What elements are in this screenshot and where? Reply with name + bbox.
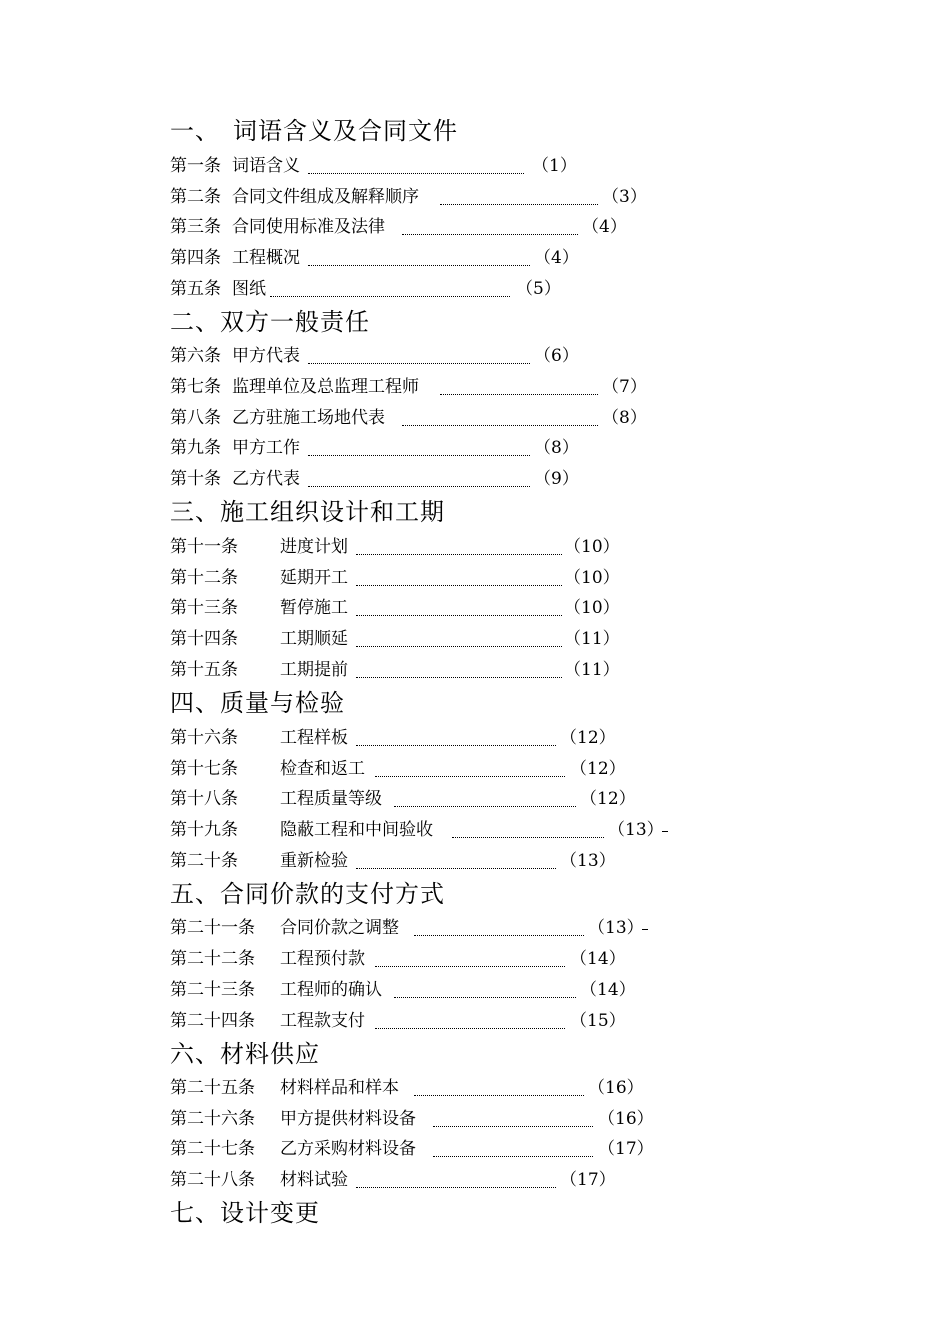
dotted-leader [356, 1169, 556, 1188]
article-title: 工程概况 [232, 248, 300, 268]
dotted-leader [433, 1138, 593, 1157]
section-heading: 六、材料供应 [170, 1040, 320, 1068]
page-number: （9） [534, 469, 579, 489]
article-number: 第二十七条 [170, 1139, 255, 1159]
article-title: 材料样品和样本 [280, 1078, 399, 1098]
article-number: 第十九条 [170, 820, 238, 840]
page-number: （3） [602, 187, 647, 207]
article-title: 乙方代表 [232, 469, 300, 489]
article-number: 第二十六条 [170, 1109, 255, 1129]
dotted-leader [356, 628, 562, 647]
page-number: （12） [560, 728, 616, 748]
page-number: （16） [598, 1109, 654, 1129]
dotted-leader [308, 468, 530, 487]
dotted-leader [356, 659, 562, 678]
article-title: 工程款支付 [280, 1011, 365, 1031]
article-title: 图纸 [232, 279, 266, 299]
article-number: 第十四条 [170, 629, 238, 649]
article-number: 第八条 [170, 408, 221, 428]
dotted-leader [433, 1108, 593, 1127]
article-title: 进度计划 [280, 537, 348, 557]
article-title: 合同文件组成及解释顺序 [232, 187, 419, 207]
article-title: 甲方代表 [232, 346, 300, 366]
article-number: 第六条 [170, 346, 221, 366]
dotted-leader [270, 278, 510, 297]
dotted-leader [308, 155, 524, 174]
page-number: （12） [570, 759, 626, 779]
article-title: 工程预付款 [280, 949, 365, 969]
dotted-leader [375, 948, 565, 967]
page-number: （13） [588, 918, 644, 938]
page-number: （8） [602, 408, 647, 428]
dotted-leader [356, 567, 562, 586]
section-heading: 三、施工组织设计和工期 [170, 498, 445, 526]
trailing-underline [662, 831, 668, 832]
article-title: 暂停施工 [280, 598, 348, 618]
article-number: 第二十二条 [170, 949, 255, 969]
page-number: （4） [534, 248, 579, 268]
article-title: 延期开工 [280, 568, 348, 588]
article-number: 第二十一条 [170, 918, 255, 938]
page-number: （11） [564, 629, 620, 649]
article-number: 第十八条 [170, 789, 238, 809]
section-heading: 四、质量与检验 [170, 689, 345, 717]
dotted-leader [356, 597, 562, 616]
dotted-leader [440, 376, 598, 395]
article-number: 第十三条 [170, 598, 238, 618]
article-number: 第十二条 [170, 568, 238, 588]
dotted-leader [356, 850, 556, 869]
article-title: 乙方采购材料设备 [280, 1139, 416, 1159]
page-number: （5） [516, 279, 561, 299]
article-number: 第十七条 [170, 759, 238, 779]
article-title: 工程师的确认 [280, 980, 382, 1000]
dotted-leader [440, 186, 598, 205]
article-number: 第四条 [170, 248, 221, 268]
dotted-leader [402, 407, 598, 426]
page-number: （1） [532, 156, 577, 176]
dotted-leader [414, 917, 584, 936]
page-number: （17） [598, 1139, 654, 1159]
page-number: （6） [534, 346, 579, 366]
article-number: 第九条 [170, 438, 221, 458]
dotted-leader [394, 979, 576, 998]
page-number: （7） [602, 377, 647, 397]
page-number: （17） [560, 1170, 616, 1190]
dotted-leader [452, 819, 604, 838]
page-number: （11） [564, 660, 620, 680]
dotted-leader [308, 247, 530, 266]
dotted-leader [414, 1077, 584, 1096]
article-number: 第二十三条 [170, 980, 255, 1000]
page-number: （16） [588, 1078, 644, 1098]
dotted-leader [308, 345, 530, 364]
article-title: 材料试验 [280, 1170, 348, 1190]
dotted-leader [394, 788, 576, 807]
section-heading: 五、合同价款的支付方式 [170, 880, 445, 908]
page-number: （4） [582, 217, 627, 237]
article-number: 第十一条 [170, 537, 238, 557]
article-title: 合同价款之调整 [280, 918, 399, 938]
article-title: 甲方提供材料设备 [280, 1109, 416, 1129]
section-heading: 一、 词语含义及合同文件 [170, 117, 458, 145]
dotted-leader [356, 536, 562, 555]
article-number: 第十五条 [170, 660, 238, 680]
page-number: （12） [580, 789, 636, 809]
page-number: （10） [564, 537, 620, 557]
article-title: 重新检验 [280, 851, 348, 871]
article-title: 检查和返工 [280, 759, 365, 779]
page-number: （13） [608, 820, 664, 840]
article-number: 第一条 [170, 156, 221, 176]
trailing-underline [642, 929, 648, 930]
article-number: 第二条 [170, 187, 221, 207]
article-number: 第三条 [170, 217, 221, 237]
article-title: 合同使用标准及法律 [232, 217, 385, 237]
article-number: 第二十八条 [170, 1170, 255, 1190]
dotted-leader [402, 216, 578, 235]
article-title: 监理单位及总监理工程师 [232, 377, 419, 397]
article-number: 第七条 [170, 377, 221, 397]
page-number: （13） [560, 851, 616, 871]
article-title: 乙方驻施工场地代表 [232, 408, 385, 428]
dotted-leader [308, 437, 530, 456]
article-number: 第二十四条 [170, 1011, 255, 1031]
article-number: 第二十五条 [170, 1078, 255, 1098]
article-title: 词语含义 [232, 156, 300, 176]
page-number: （10） [564, 598, 620, 618]
article-number: 第十条 [170, 469, 221, 489]
page-number: （14） [570, 949, 626, 969]
article-number: 第五条 [170, 279, 221, 299]
dotted-leader [375, 758, 565, 777]
page-number: （8） [534, 438, 579, 458]
article-title: 工期提前 [280, 660, 348, 680]
page-number: （15） [570, 1011, 626, 1031]
page-number: （14） [580, 980, 636, 1000]
page-number: （10） [564, 568, 620, 588]
dotted-leader [375, 1010, 565, 1029]
section-heading: 七、设计变更 [170, 1199, 320, 1227]
article-title: 工程样板 [280, 728, 348, 748]
article-title: 隐蔽工程和中间验收 [280, 820, 433, 840]
section-heading: 二、双方一般责任 [170, 308, 370, 336]
article-title: 工期顺延 [280, 629, 348, 649]
dotted-leader [356, 727, 556, 746]
article-number: 第二十条 [170, 851, 238, 871]
article-title: 工程质量等级 [280, 789, 382, 809]
article-title: 甲方工作 [232, 438, 300, 458]
article-number: 第十六条 [170, 728, 238, 748]
